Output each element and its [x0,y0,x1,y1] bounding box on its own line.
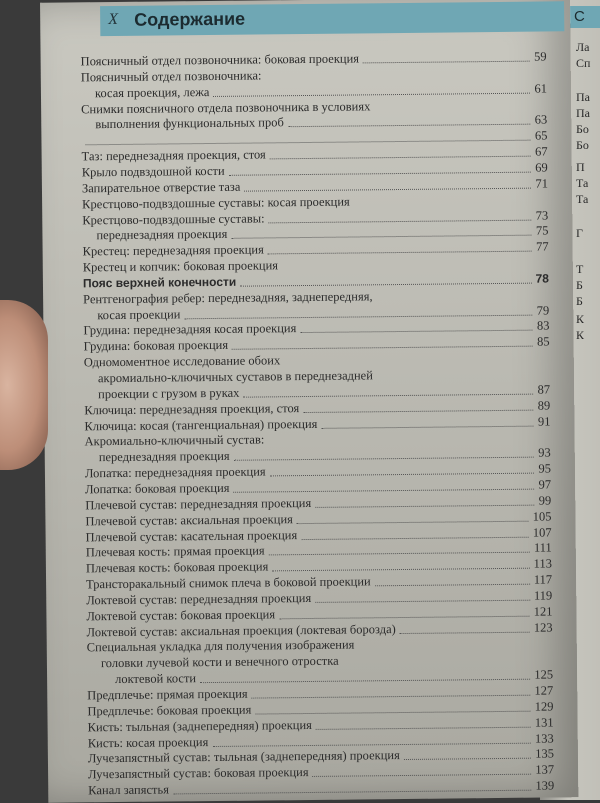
toc-page-number: 83 [536,318,550,334]
toc-page-number: 75 [535,223,549,238]
toc-page-number: 61 [534,81,548,96]
toc-entry-title: переднезадняя проекция [98,449,230,465]
toc-entry-title: Кисть: тыльная (заднепередняя) проекция [87,717,312,735]
toc-entry-title: локтевой кости [115,671,197,687]
toc-leader-dots [173,790,531,795]
facing-page-header [568,6,600,28]
toc-page-number: 133 [534,730,554,746]
toc-page-number: 125 [534,667,554,682]
facing-page-line: Г [576,226,583,240]
toc-page-number: 69 [535,160,548,175]
toc-entry-title: Локтевой сустав: переднезадняя проекция [86,590,312,608]
toc-entry-title: проекции с грузом в руках [98,385,240,402]
facing-page-line: Та [576,192,589,206]
toc-page-number: 97 [538,477,552,492]
toc-leader-dots [272,568,530,572]
toc-leader-dots [404,758,531,760]
facing-page-line: Б [576,294,583,308]
toc-page-number: 99 [538,493,552,508]
toc-page-number: 78 [535,271,550,286]
toc-leader-dots [184,314,532,319]
toc-entry-title: Канал запястья [88,782,169,798]
toc-page-number: 87 [537,382,551,397]
toc-leader-dots [269,552,530,556]
toc-leader-dots [303,409,533,412]
toc-leader-dots [321,425,533,428]
toc-entry-title: Трансторакальный снимок плеча в боковой проекции [86,574,371,592]
facing-page-line: К [576,328,585,342]
toc-leader-dots [375,584,530,587]
facing-page-line: Бо [576,122,589,136]
toc-entry-title: Плечевой сустав: аксиальная проекция [85,511,293,528]
toc-page-number: 107 [532,524,552,540]
toc-page-number: 117 [533,572,553,587]
toc-leader-dots [315,600,530,603]
toc-leader-dots [200,679,530,683]
toc-page-number: 127 [534,683,554,698]
toc-entry-title: Крестцово-подвздошные суставы: [82,210,265,227]
toc-entry-title: Пояс верхней конечности [82,274,237,291]
toc-entry-title: Лопатка: переднезадняя проекция [84,464,266,481]
toc-entry-title: Лучезапястный сустав: боковая проекция [88,765,309,782]
toc-entry-title: Плечевой сустав: касательная проекция [85,527,298,544]
toc-entry-title: Лучезапястный сустав: тыльная (заднепередняя) проекция [87,748,400,766]
toc-entry-title: Ключица: переднезадняя проекция, стоя [84,400,300,418]
page-title: Содержание [134,8,246,30]
toc-leader-dots [268,251,532,255]
toc-entry-title: Рентгенография ребер: переднезадняя, заднепередняя, [83,289,373,307]
toc-leader-dots [270,156,531,160]
toc-leader-dots [213,92,530,96]
toc-page-number: 71 [535,176,549,191]
toc-leader-dots [316,726,531,729]
toc-entry-title: Одномоментное исследование обоих [83,353,281,370]
toc-page-number: 111 [533,540,552,555]
toc-entry-title: переднезадняя проекция [96,227,228,243]
toc-leader-dots [315,504,534,507]
toc-entry-title: Таз: переднезадняя проекция, стоя [81,147,266,164]
toc-entry-title: Крестцово-подвздошные суставы: косая проекция [82,194,350,211]
toc-leader-dots [232,346,533,350]
toc-leader-dots [312,774,531,777]
facing-page-line: П [576,160,585,174]
facing-page-line: К [576,312,585,326]
toc-leader-dots [251,695,530,699]
book-page [40,0,578,803]
toc-page-number: 79 [536,303,550,318]
toc-leader-dots [240,283,532,287]
toc-page-number: 65 [534,128,548,143]
facing-page-line: Па [576,106,590,120]
toc-page-number: 131 [534,715,554,730]
toc-entry-title: Предплечье: прямая проекция [87,686,248,703]
toc-entry-title: Поясничный отдел позвоночника: боковая проекция [80,51,360,69]
toc-entry-title: Грудина: переднезадняя косая проекция [83,321,297,338]
toc-leader-dots [363,61,530,64]
toc-entry-title: выполнения функциональных проб [95,115,284,132]
toc-page-number: 135 [535,746,554,762]
toc-entry-title: акромиально-ключичных суставов в переднезадней [97,368,373,386]
toc-leader-dots [213,742,531,746]
toc-entry-title: Крестец: переднезадняя проекция [82,242,264,259]
toc-page-number: 77 [536,239,549,254]
toc-leader-dots [270,473,534,477]
toc-entry-title: косая проекция, лежа [94,84,210,100]
toc-page-number: 59 [534,49,547,64]
facing-page-line: Б [576,278,583,292]
toc-entry-title: Локтевой сустав: аксиальная проекция (локтевая борозда) [86,621,396,639]
facing-page-line: Бо [576,138,589,152]
toc-page-number: 63 [534,112,548,127]
toc-page-number: 113 [533,556,552,571]
toc-page-number: 137 [535,762,555,777]
toc-page-number: 129 [534,699,554,714]
toc-leader-dots [255,711,530,715]
facing-page-line: Сп [576,56,591,70]
facing-page-line: Ла [576,40,590,54]
toc-entry-title: Специальная укладка для получения изображения [86,637,355,655]
toc-page-number: 85 [537,334,550,349]
page-roman-numeral: X [108,10,119,29]
thumb-finger [0,300,48,470]
toc-entry-title: Лопатка: боковая проекция [85,480,230,497]
toc-leader-dots [268,219,531,223]
toc-entry-title: Ключица: косая (тангенциальная) проекция [84,416,318,433]
toc-page-number: 139 [535,778,555,793]
toc-leader-dots [229,172,531,176]
facing-page-line: Т [576,262,584,276]
toc-entry-title: Плечевая кость: боковая проекция [85,559,269,576]
toc-leader-dots [302,536,529,539]
toc-entry-title: головки лучевой кости и венечного отростка [100,653,339,671]
toc-entry-title: Грудина: боковая проекция [83,338,229,354]
toc-leader-dots [288,124,530,128]
toc-entry-title: Плечевой сустав: переднезадняя проекция [85,495,312,513]
toc-page-number: 73 [535,207,549,223]
toc-leader-dots [279,615,529,619]
toc-entry-title: Предплечье: боковая проекция [87,702,252,719]
toc-entry-title: Кисть: косая проекция [87,734,209,750]
table-of-contents [40,0,578,803]
toc-leader-dots [296,520,528,523]
toc-entry-title: Акромиально-ключичный сустав: [84,432,265,449]
toc-leader-dots [234,457,534,461]
toc-leader-dots [233,489,534,493]
facing-page-line: Та [576,176,589,190]
toc-leader-dots [400,631,530,633]
toc-page-number: 89 [537,398,551,413]
toc-page-number: 93 [538,445,551,460]
toc-page-number: 91 [537,414,551,429]
toc-entry-title: Запирательное отверстие таза [81,179,241,196]
toc-page-number: 123 [533,620,553,635]
toc-page-number: 121 [533,604,553,619]
facing-page-line: Па [576,90,590,104]
facing-page-header-letter: С [574,8,585,25]
toc-leader-dots [243,393,533,397]
toc-leader-dots [231,235,531,239]
toc-entry-title: Поясничный отдел позвоночника: [80,68,262,85]
toc-entry-title: Снимки поясничного отдела позвоночника в условиях [81,98,371,116]
toc-entry-title: Локтевой сустав: боковая проекция [86,607,276,624]
toc-page-number: 67 [535,144,548,159]
toc-entry-title: Крыло подвздошной кости [81,163,225,180]
toc-leader-dots [300,330,532,333]
toc-page-number: 95 [538,461,551,476]
toc-page-number: 105 [532,509,552,524]
toc-leader-dots [244,187,531,191]
toc-page-number: 119 [533,588,553,603]
toc-entry-title: Крестец и копчик: боковая проекция [82,258,279,275]
toc-entry-title: косая проекции [97,306,181,322]
toc-entry-title: Плечевая кость: прямая проекция [85,543,265,560]
